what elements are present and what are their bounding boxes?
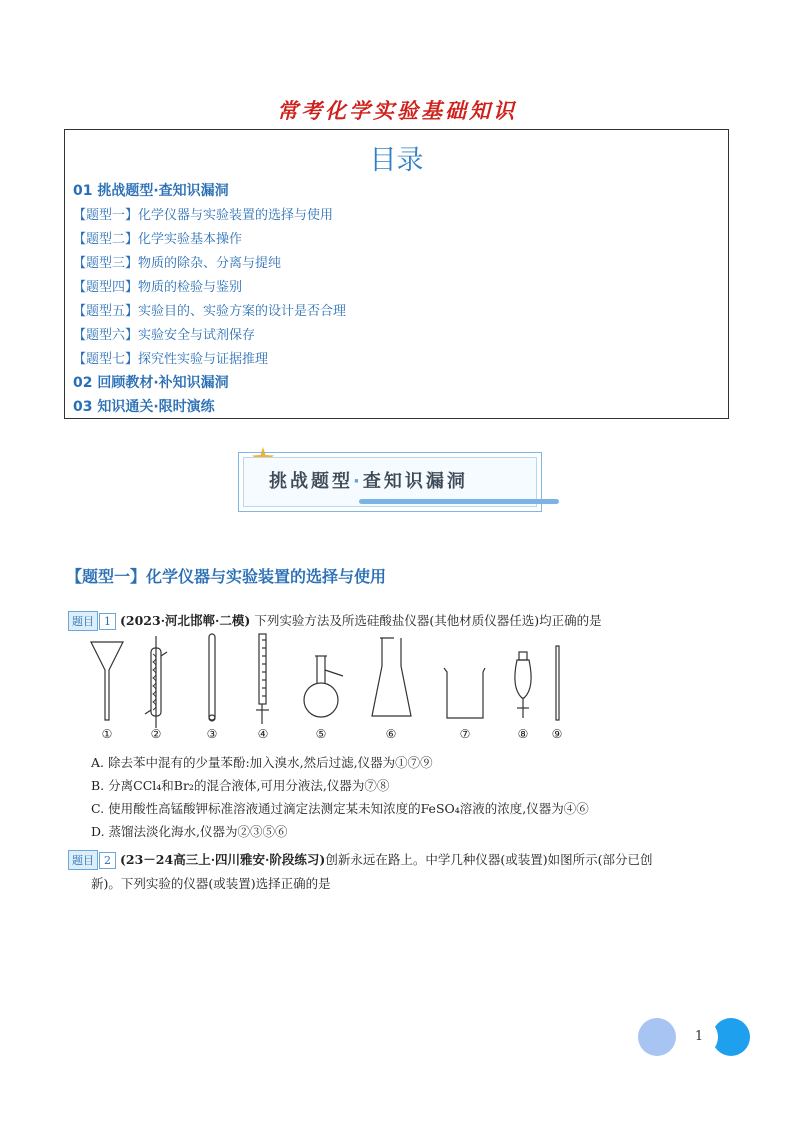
answer-option[interactable]: D. 蒸馏法淡化海水,仪器为②③⑤⑥ (91, 824, 288, 839)
separatory-funnel-icon (515, 652, 531, 718)
banner-part1: 挑战题型 (269, 471, 353, 492)
toc-entry[interactable]: 【题型五】实验目的、实验方案的设计是否合理 (73, 304, 347, 319)
glass-rod-icon (556, 646, 559, 720)
toc-entry[interactable]: 【题型一】化学仪器与实验装置的选择与使用 (73, 208, 334, 223)
banner-part2: 查知识漏洞 (362, 471, 468, 492)
conical-flask-icon (372, 638, 411, 716)
toc-section[interactable]: 01 挑战题型·查知识漏洞 (73, 183, 229, 199)
toc-entry[interactable]: 【题型七】探究性实验与证据推理 (73, 352, 269, 367)
answer-option[interactable]: B. 分离CCl₄和Br₂的混合液体,可用分液法,仪器为⑦⑧ (91, 778, 390, 793)
apparatus-label: ⑨ (551, 727, 563, 741)
apparatus-label: ① (101, 727, 113, 741)
answer-option[interactable]: A. 除去苯中混有的少量苯酚:加入溴水,然后过滤,仪器为①⑦⑨ (91, 755, 433, 770)
toc-entry[interactable]: 【题型四】物质的检验与鉴别 (73, 280, 243, 295)
thermometer-icon (209, 634, 215, 721)
question-text: 创新永远在路上。中学几种仪器(或装置)如图所示(部分已创 (325, 852, 653, 867)
question-number: 1 (99, 613, 116, 630)
burette-icon (256, 634, 269, 724)
question-1-stem (68, 611, 602, 631)
table-of-contents (64, 129, 729, 419)
answer-option[interactable]: C. 使用酸性高锰酸钾标准溶液通过滴定法测定某未知浓度的FeSO₄溶液的浓度,仪器为④⑥ (91, 801, 589, 816)
toc-entry[interactable]: 【题型三】物质的除杂、分离与提纯 (73, 256, 282, 271)
section-title: 【题型一】化学仪器与实验装置的选择与使用 (66, 567, 387, 586)
question-source: (2023·河北邯郸·二模) (120, 613, 251, 628)
apparatus-label: ② (150, 727, 162, 741)
section-banner (238, 452, 542, 512)
toc-section[interactable]: 03 知识通关·限时演练 (73, 399, 215, 415)
beaker-icon (444, 668, 485, 718)
banner-dot: · (353, 471, 363, 492)
page-number: 1 (680, 1018, 718, 1056)
distilling-flask-icon (304, 656, 343, 717)
question-badge: 题目 (68, 611, 98, 631)
apparatus-label: ⑥ (385, 727, 397, 741)
page-deco-circle (638, 1018, 676, 1056)
document-title: 常考化学实验基础知识 (277, 98, 517, 123)
question-source: (23－24高三上·四川雅安·阶段练习) (120, 852, 326, 867)
question-text: 下列实验方法及所选硅酸盐仪器(其他材质仪器任选)均正确的是 (254, 613, 602, 628)
question-number: 2 (99, 852, 116, 869)
toc-entry[interactable]: 【题型二】化学实验基本操作 (73, 232, 243, 247)
question-2-stem (68, 850, 652, 870)
apparatus-label: ⑧ (517, 727, 529, 741)
funnel-icon (91, 642, 123, 720)
toc-heading: 目录 (369, 145, 424, 176)
question-badge: 题目 (68, 850, 98, 870)
toc-section[interactable]: 02 回顾教材·补知识漏洞 (73, 375, 229, 391)
apparatus-figure (85, 630, 585, 745)
toc-entry[interactable]: 【题型六】实验安全与试剂保存 (73, 328, 256, 343)
apparatus-label: ③ (206, 727, 218, 741)
condenser-icon (145, 636, 167, 728)
question-2-stem-cont: 新)。下列实验的仪器(或装置)选择正确的是 (91, 876, 331, 891)
apparatus-label: ⑦ (459, 727, 471, 741)
apparatus-label: ⑤ (315, 727, 327, 741)
apparatus-label: ④ (257, 727, 269, 741)
